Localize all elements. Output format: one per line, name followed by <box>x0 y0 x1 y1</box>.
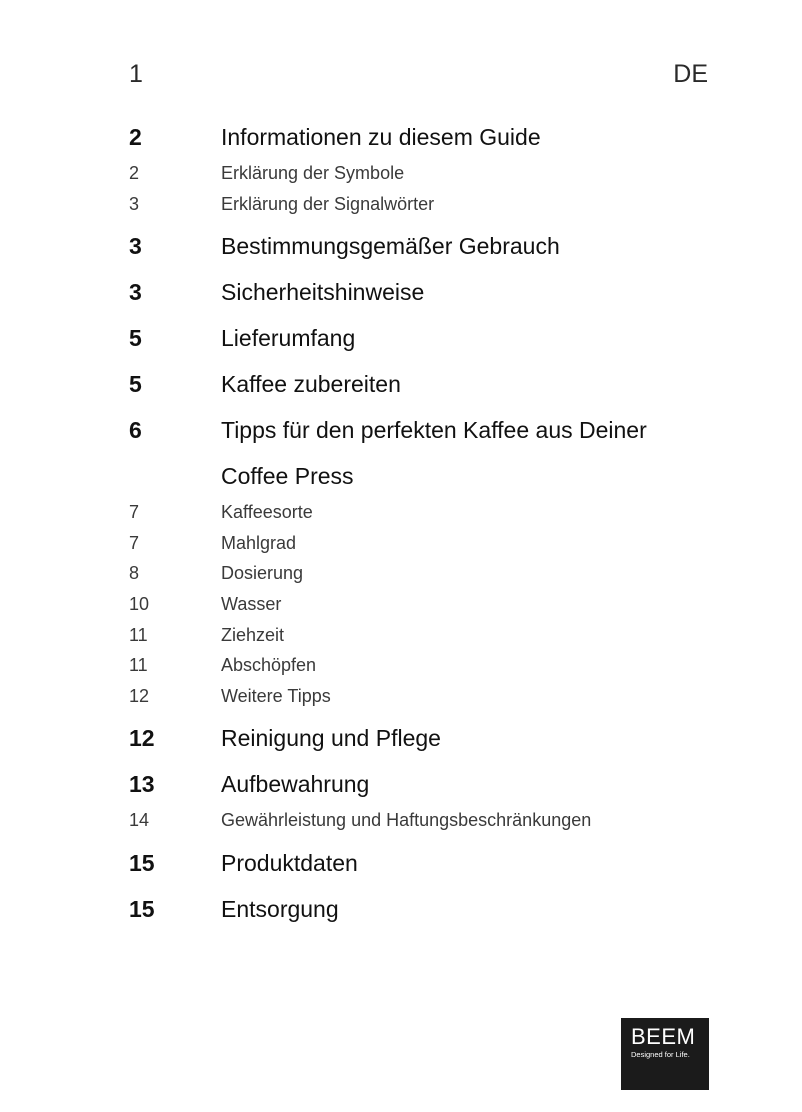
toc-section-row <box>129 319 729 365</box>
toc-subsection-row <box>129 158 729 189</box>
toc-entry-title: Informationen zu diesem Guide <box>221 124 541 150</box>
toc-entry-title: Sicherheitshinweise <box>221 279 425 306</box>
toc-entry-title: Aufbewahrung <box>221 771 370 798</box>
toc-page-number: 5 <box>129 371 142 398</box>
toc-page-number: 11 <box>129 655 148 676</box>
toc-entry-title: Abschöpfen <box>221 655 317 676</box>
toc-page-number: 8 <box>129 563 140 584</box>
toc-section-row <box>129 719 729 765</box>
toc-entry-title: Mahlgrad <box>221 532 297 553</box>
toc-page-number: 15 <box>129 849 155 876</box>
toc-entry-title: Reinigung und Pflege <box>221 725 441 752</box>
toc-subsection-row <box>129 558 729 589</box>
toc-subsection-row <box>129 620 729 651</box>
toc-page-number: 10 <box>129 593 150 614</box>
toc-entry-title: Lieferumfang <box>221 325 356 352</box>
logo-tagline: Designed for Life. <box>631 1050 690 1059</box>
toc-page-number: 13 <box>129 771 155 798</box>
toc-page-number: 6 <box>129 417 142 444</box>
toc-entry-title: Gewährleistung und Haftungsbeschränkungen <box>221 810 592 831</box>
toc-subsection-row <box>129 528 729 559</box>
toc-section-row <box>129 844 729 890</box>
toc-page-number: 7 <box>129 502 140 523</box>
toc-section-row <box>129 227 729 273</box>
toc-entry-title: Ziehzeit <box>221 624 285 645</box>
toc-page-number: 2 <box>129 163 140 183</box>
toc-subsection-row <box>129 650 729 681</box>
toc-entry-title: Kaffeesorte <box>221 502 313 523</box>
toc-entry-title: Kaffee zubereiten <box>221 371 401 398</box>
toc-section-row <box>129 273 729 319</box>
toc-entry-title: Bestimmungsgemäßer Gebrauch <box>221 233 560 260</box>
toc-subsection-row <box>129 189 729 220</box>
toc-subsection-row <box>129 497 729 528</box>
toc-entry-title: Coffee Press <box>221 463 354 490</box>
toc-entry-title: Erklärung der Signalwörter <box>221 193 435 214</box>
toc-subsection-row <box>129 681 729 712</box>
toc-page-number: 3 <box>129 279 142 306</box>
toc-entry-title: Entsorgung <box>221 895 339 922</box>
toc-entry-title: Erklärung der Symbole <box>221 163 405 183</box>
toc-entry-title: Weitere Tipps <box>221 685 331 706</box>
toc-section-row <box>129 411 729 457</box>
toc-subsection-row <box>129 805 729 836</box>
toc-entry-title: Produktdaten <box>221 849 358 876</box>
language-code: DE <box>673 60 708 88</box>
toc-entry-title: Dosierung <box>221 563 304 584</box>
toc-page-number: 14 <box>129 810 150 831</box>
toc-subsection-row <box>129 589 729 620</box>
page-number: 1 <box>129 60 143 88</box>
toc-page-number: 12 <box>129 685 150 706</box>
toc-page-number: 3 <box>129 193 140 214</box>
table-of-contents <box>129 118 729 936</box>
toc-page-number: 12 <box>129 725 155 752</box>
toc-page-number: 7 <box>129 532 140 553</box>
logo-brand-name: BEEM <box>631 1024 696 1049</box>
toc-entry-title: Tipps für den perfekten Kaffee aus Deiner <box>221 417 647 444</box>
toc-section-row <box>129 365 729 411</box>
toc-page-number: 2 <box>129 124 142 150</box>
toc-page-number: 11 <box>129 624 148 645</box>
toc-page-number: 5 <box>129 325 142 352</box>
toc-section-row <box>129 890 729 936</box>
brand-logo <box>621 1018 709 1090</box>
toc-page-number: 3 <box>129 233 142 260</box>
toc-entry-title: Wasser <box>221 593 282 614</box>
toc-page-number: 15 <box>129 895 155 922</box>
